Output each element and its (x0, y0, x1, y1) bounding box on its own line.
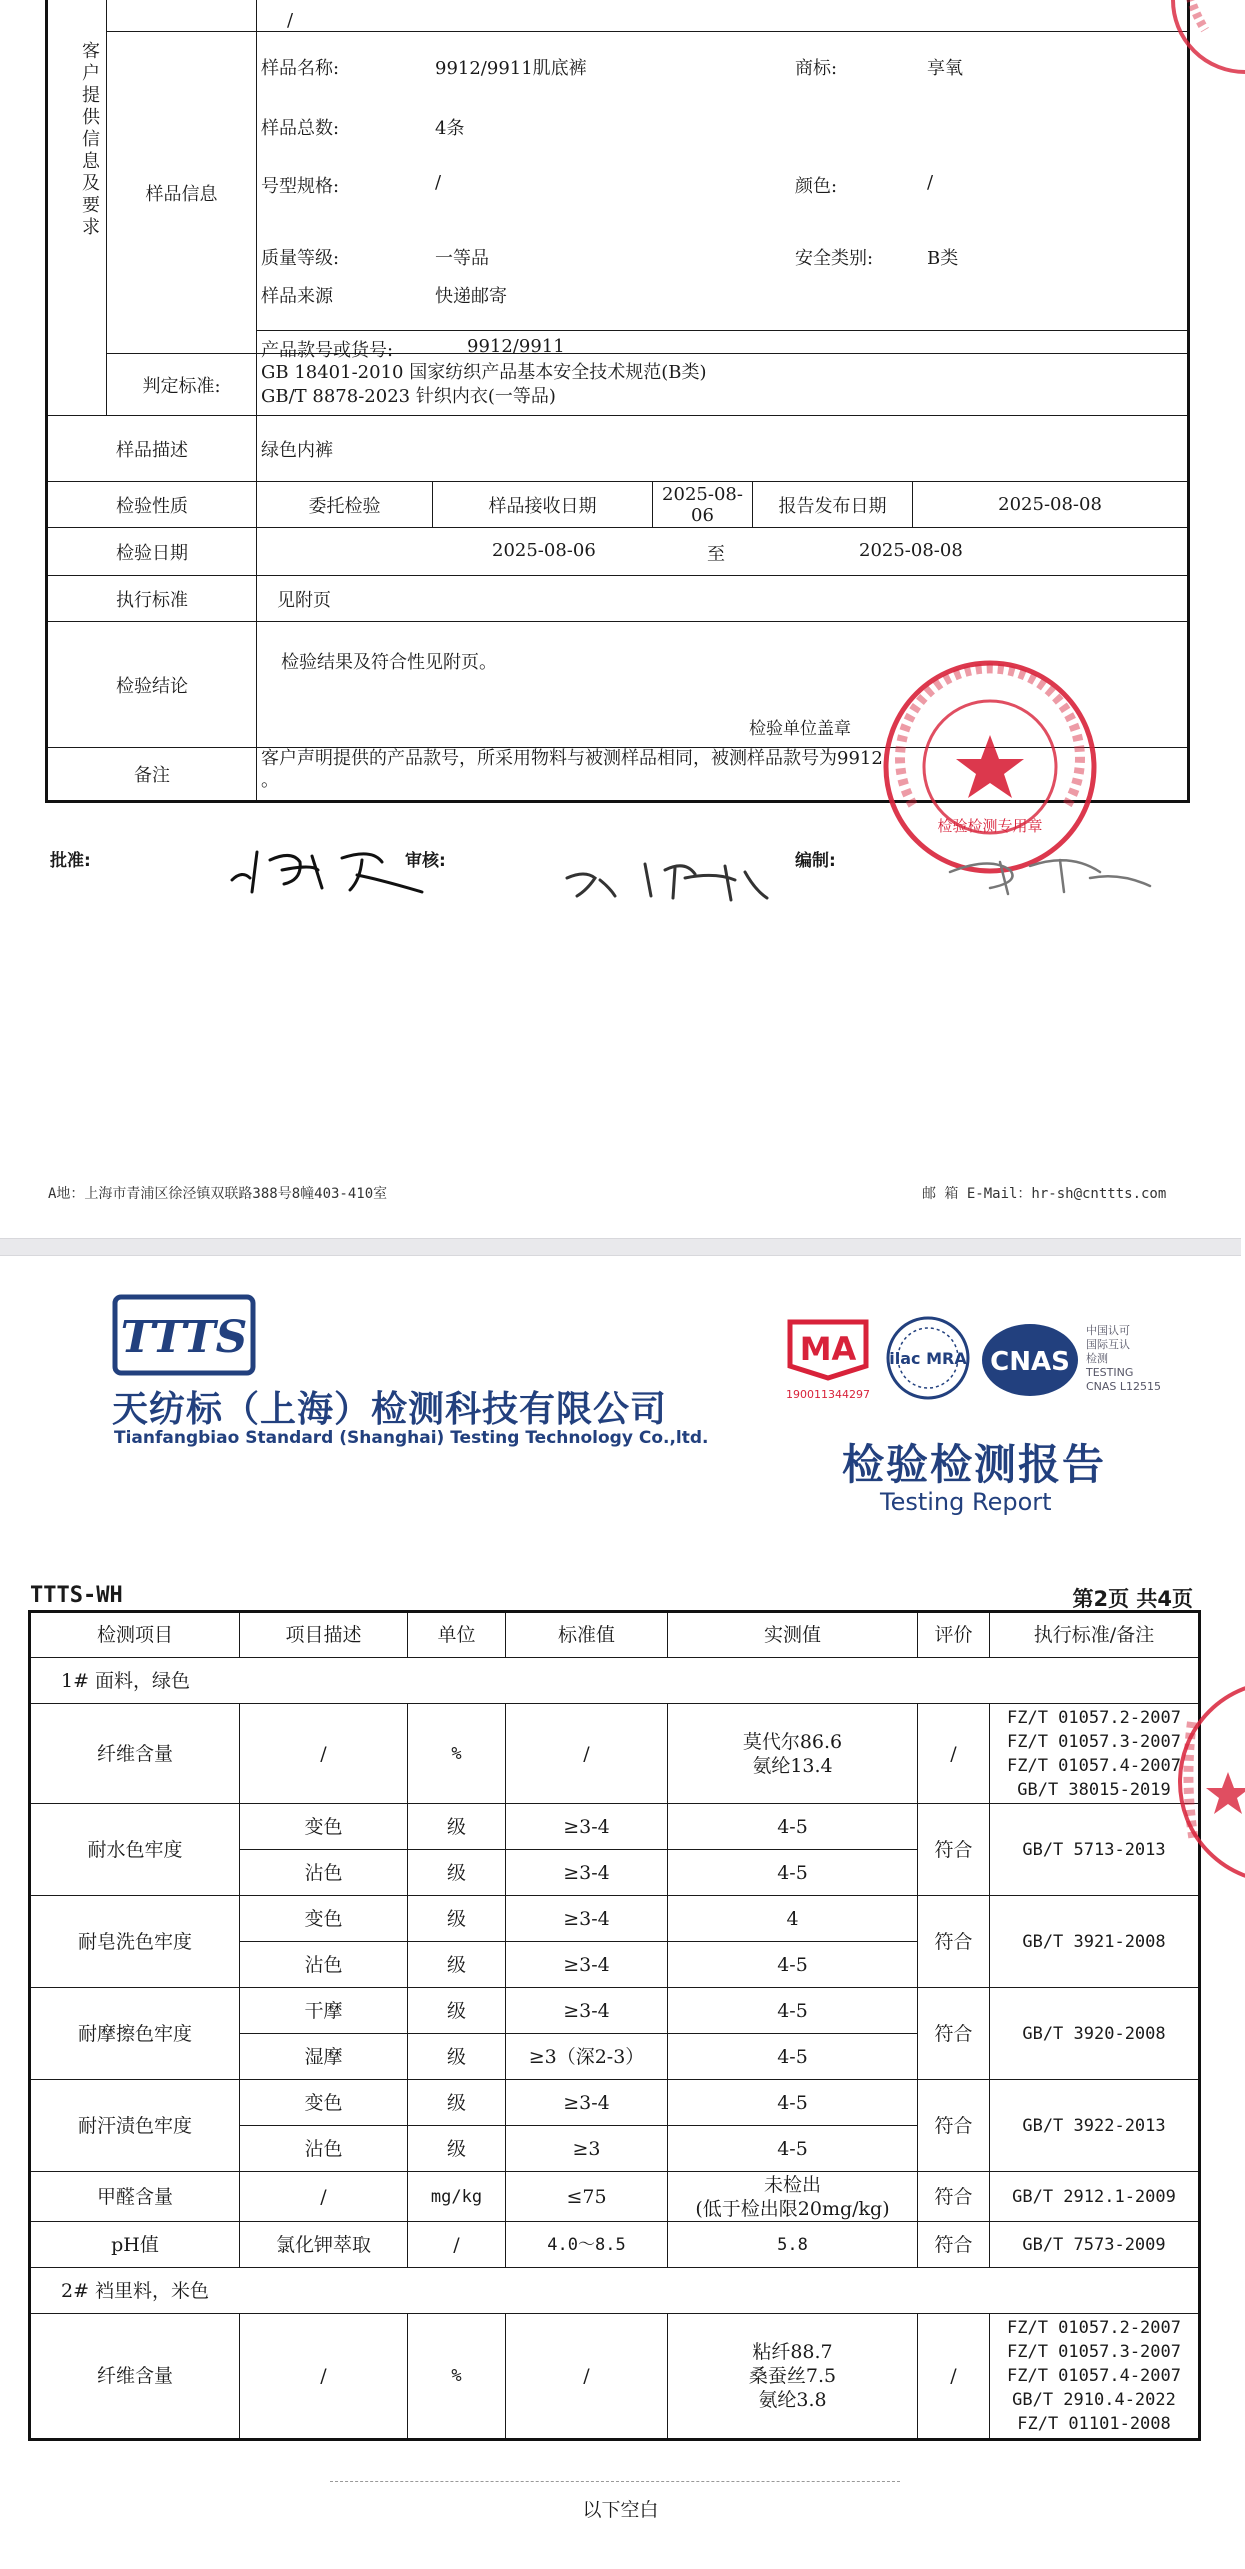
standard-label: 执行标准 (47, 576, 257, 622)
table-row: 耐摩擦色牢度 干摩 级 ≥3-4 4-5 符合 GB/T 3920-2008 (30, 1988, 1200, 2034)
sample-total-label: 样品总数: (261, 118, 340, 139)
size-value: / (435, 172, 442, 193)
header-ref: 执行标准/备注 (990, 1612, 1200, 1658)
nature-value: 委托检验 (257, 482, 433, 528)
company-name-en: Tianfangbiao Standard (Shanghai) Testing Technology Co.,ltd. (114, 1428, 709, 1448)
brand-value: 享氧 (927, 58, 963, 79)
remark-line-2: 。 (261, 770, 279, 791)
judgment-line-1: GB 18401-2010 国家纺织产品基本安全技术规范(B类) (261, 361, 707, 383)
seal-caption: 检验单位盖章 (749, 719, 851, 739)
sample-info-block (257, 32, 1189, 361)
section-2: 2# 裆里料，米色 (30, 2268, 1200, 2314)
table-header-row (30, 1612, 1200, 1658)
cma-logo (780, 1314, 876, 1404)
source-value: 快递邮寄 (435, 286, 507, 307)
sample-name-value: 9912/9911肌底裤 (435, 58, 587, 79)
conclusion-value: 检验结果及符合性见附页。 (281, 652, 497, 673)
safety-label: 安全类别: (795, 248, 874, 269)
address-cn: A地：上海市青浦区徐泾镇双联路388号8幢403-410室 (48, 1186, 388, 1202)
sample-name-label: 样品名称: (261, 58, 340, 79)
ilac-mra-logo (882, 1312, 974, 1404)
test-results-table (28, 1610, 1201, 2441)
report-title-cn: 检验检测报告 (842, 1440, 1107, 1489)
header-unit: 单位 (408, 1612, 506, 1658)
preparer-signature (930, 842, 1180, 902)
partial-seal-top (1165, 0, 1245, 90)
customer-info-label: 客户提供信息及要求 (47, 0, 107, 416)
top-row-value: / (257, 0, 1189, 32)
header-desc: 项目描述 (240, 1612, 408, 1658)
table-row: 纤维含量 / % / 粘纤88.7 桑蚕丝7.5 氨纶3.8 / FZ/T 01057.2-2007 FZ/T 01057.3-2007 FZ/T 01057.4-2007 GB/T 2910.4-2022 FZ/T 01101-2008 (30, 2314, 1200, 2440)
report-title-en: Testing Report (880, 1488, 1052, 1516)
end-divider (330, 2481, 900, 2482)
inspection-date-from: 2025-08-06 (492, 540, 596, 561)
signature-row (50, 840, 1190, 920)
issue-date-value: 2025-08-08 (913, 482, 1189, 528)
svg-text:ilac MRA: ilac MRA (889, 1349, 967, 1368)
cnas-logo (980, 1320, 1080, 1400)
receive-date-value: 2025-08-06 (653, 482, 753, 528)
table-row: 纤维含量 / % / 莫代尔86.6 氨纶13.4 / FZ/T 01057.2-2007 FZ/T 01057.3-2007 FZ/T 01057.4-2007 GB/T 38015-2019 (30, 1704, 1200, 1804)
svg-text:190011344297: 190011344297 (786, 1388, 870, 1401)
header-eval: 评价 (918, 1612, 990, 1658)
table-row: 甲醛含量 / mg/kg ≤75 未检出 (低于检出限20mg/kg) 符合 GB/T 2912.1-2009 (30, 2172, 1200, 2222)
table-row: 耐汗渍色牢度 变色 级 ≥3-4 4-5 符合 GB/T 3922-2013 (30, 2080, 1200, 2126)
reviewer-signature (555, 850, 795, 910)
svg-text:MA: MA (799, 1330, 857, 1368)
brand-label: 商标: (795, 58, 838, 79)
svg-text:CNAS: CNAS (990, 1347, 1070, 1377)
table-row: 耐皂洗色牢度 变色 级 ≥3-4 4 符合 GB/T 3921-2008 (30, 1896, 1200, 1942)
inspection-date-to: 2025-08-08 (859, 540, 963, 561)
prepare-label: 编制: (795, 851, 836, 871)
table-row: 沾色 级 ≥3-4 4-5 (30, 1850, 1200, 1896)
header-item: 检测项目 (30, 1612, 240, 1658)
report-page-1 (0, 0, 1241, 1238)
inspection-date-to-word: 至 (707, 544, 725, 565)
contact-email: 邮 箱 E-Mail：hr-sh@cnttts.com (922, 1186, 1167, 1202)
ttts-logo (112, 1294, 256, 1376)
table-row: 沾色 级 ≥3-4 4-5 (30, 1942, 1200, 1988)
report-number: TTTS-WH (30, 1583, 123, 1608)
sample-total-value: 4条 (435, 118, 465, 139)
inspection-date-label: 检验日期 (47, 528, 257, 576)
section-1: 1# 面料，绿色 (30, 1658, 1200, 1704)
source-label: 样品来源 (261, 286, 333, 307)
standard-value: 见附页 (257, 576, 1189, 622)
header-std: 标准值 (506, 1612, 668, 1658)
seal-inner-text: 检验检测专用章 (937, 817, 1043, 835)
svg-text:TTTS: TTTS (120, 1312, 248, 1363)
remark-label: 备注 (47, 748, 257, 802)
color-value: / (927, 172, 934, 193)
description-value: 绿色内裤 (257, 416, 1189, 482)
page-number: 第2页 共4页 (1072, 1587, 1193, 1611)
safety-value: B类 (927, 248, 959, 269)
table-row: 沾色 级 ≥3 4-5 (30, 2126, 1200, 2172)
judgment-label: 判定标准: (107, 354, 257, 416)
conclusion-label: 检验结论 (47, 622, 257, 748)
remark-line-1: 客户声明提供的产品款号，所采用物料与被测样品相同，被测样品款号为9912 (261, 748, 883, 769)
style-label: 产品款号或货号: (261, 340, 394, 361)
size-label: 号型规格: (261, 176, 340, 197)
receive-date-label: 样品接收日期 (433, 482, 653, 528)
nature-label: 检验性质 (47, 482, 257, 528)
cnas-note: 中国认可 国际互认 检测 TESTING CNAS L12515 (1086, 1324, 1162, 1393)
page-separator (0, 1238, 1241, 1256)
table-row: 湿摩 级 ≥3（深2-3） 4-5 (30, 2034, 1200, 2080)
grade-value: 一等品 (435, 248, 489, 269)
partial-seal-right (1170, 1662, 1242, 1902)
approve-label: 批准: (50, 851, 91, 871)
color-label: 颜色: (795, 176, 838, 197)
end-blank-text: 以下空白 (582, 2499, 659, 2521)
style-value: 9912/9911 (467, 336, 565, 357)
grade-label: 质量等级: (261, 248, 340, 269)
issue-date-label: 报告发布日期 (753, 482, 913, 528)
report-page-2 (0, 1256, 1241, 2569)
review-label: 审核: (405, 851, 446, 871)
description-label: 样品描述 (47, 416, 257, 482)
table-row: 耐水色牢度 变色 级 ≥3-4 4-5 符合 GB/T 5713-2013 (30, 1804, 1200, 1850)
header-result: 实测值 (668, 1612, 918, 1658)
judgment-line-2: GB/T 8878-2023 针织内衣(一等品) (261, 385, 556, 407)
company-name-cn: 天纺标（上海）检测科技有限公司 (112, 1389, 668, 1430)
table-row: pH值 氯化钾萃取 / 4.0～8.5 5.8 符合 GB/T 7573-2009 (30, 2222, 1200, 2268)
sample-info-label: 样品信息 (107, 32, 257, 354)
